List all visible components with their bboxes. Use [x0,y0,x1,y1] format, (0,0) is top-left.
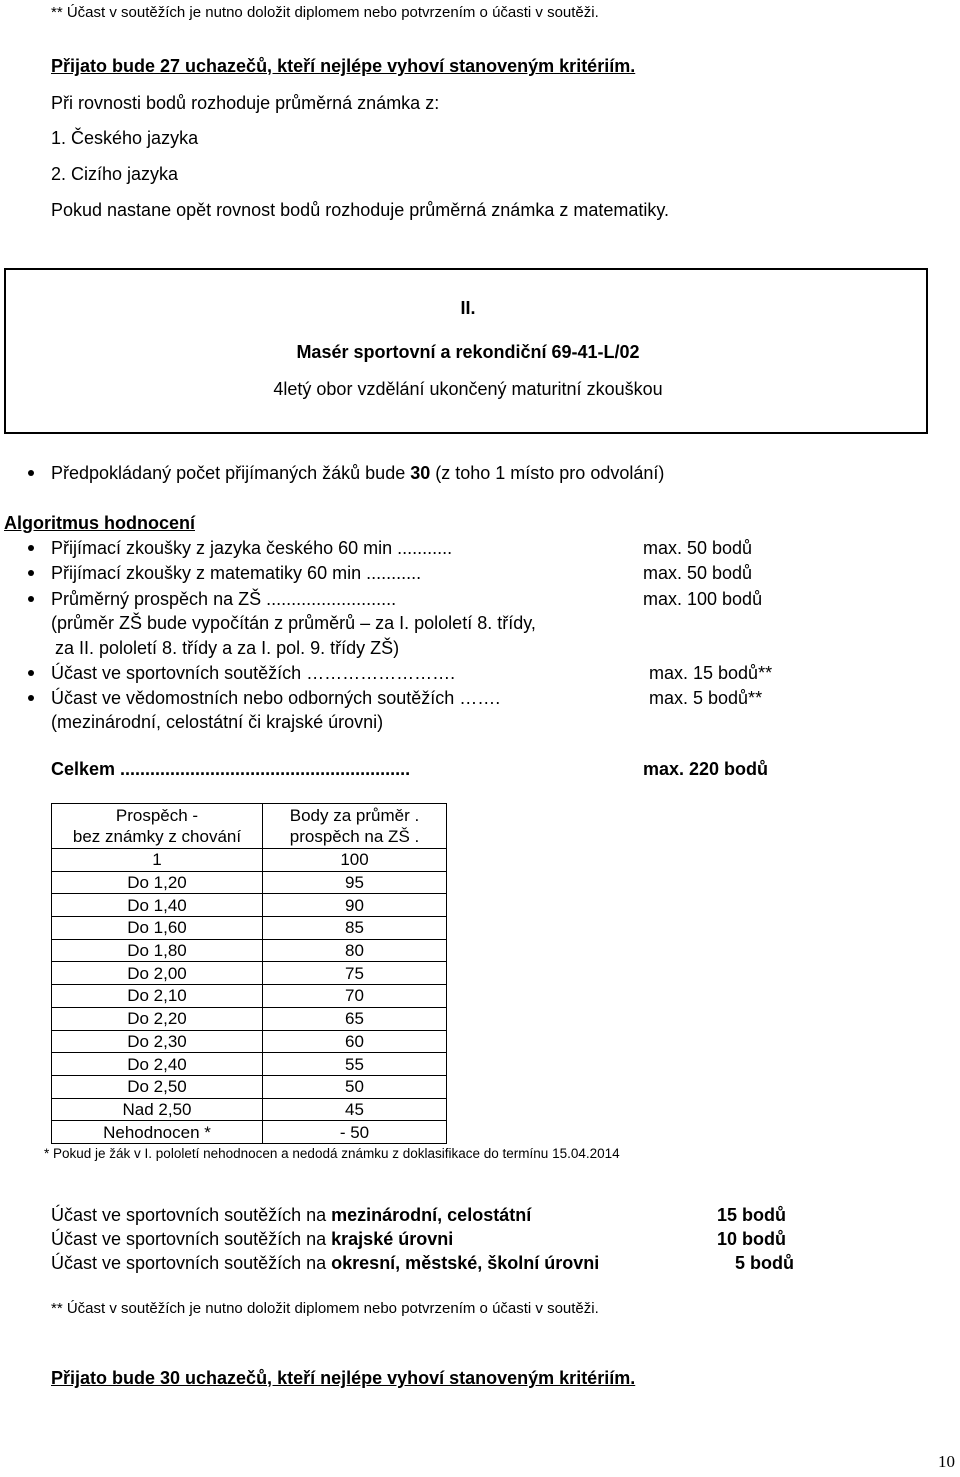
grade-cell: Nehodnocen * [52,1121,263,1144]
points-cell: 95 [263,871,447,894]
competition-level: okresní, městské, školní úrovni [331,1253,600,1273]
grade-cell: Do 1,20 [52,871,263,894]
total-label: Celkem .......................................................... [51,759,411,779]
table-row [52,1030,447,1053]
competition-level: krajské úrovni [331,1229,454,1249]
bullet-icon [28,670,34,676]
grade-cell: Do 1,80 [52,939,263,962]
table-row [52,962,447,985]
criterion-sports-value: max. 15 bodů** [649,663,773,683]
grade-points-table [51,803,447,1144]
points-cell: 50 [263,1075,447,1098]
grade-cell: Do 1,60 [52,917,263,940]
header-grade-line-2: bez známky z chování [72,827,242,846]
criterion-sports-label: Účast ve sportovních soutěžích ……………………. [51,663,456,683]
competition-note-top: ** Účast v soutěžích je nutno doložit diplomem nebo potvrzením o účasti v soutěži. [51,4,599,21]
competition-row [51,1253,599,1274]
tie-rule-math: Pokud nastane opět rovnost bodů rozhoduje průměrná známka z matematiky. [51,200,670,220]
competition-text: Účast ve sportovních soutěžích na [51,1205,332,1225]
competition-level: mezinárodní, celostátní [331,1205,532,1225]
criterion-knowledge-label: Účast ve vědomostních nebo odborných soutěžích ……. [51,688,501,708]
competition-points: 5 bodů [735,1253,794,1273]
tie-rule-item-2: 2. Cizího jazyka [51,164,179,184]
points-cell: 70 [263,985,447,1008]
expected-count-text: Předpokládaný počet přijímaných žáků bude [51,463,411,483]
grade-cell: Do 2,40 [52,1053,263,1076]
competition-level-note: (mezinárodní, celostátní či krajské úrovni) [51,712,384,732]
header-grade [52,804,263,849]
grade-cell: Do 1,40 [52,894,263,917]
section-number: II. [460,298,476,318]
bullet-icon [28,570,34,576]
grade-cell: Nad 2,50 [52,1098,263,1121]
criterion-math-label: Přijímací zkoušky z matematiky 60 min ........... [51,563,422,583]
total-value: max. 220 bodů [643,759,769,779]
criterion-average-label: Průměrný prospěch na ZŠ .......................... [51,589,397,609]
table-row [52,1075,447,1098]
grade-cell: Do 2,10 [52,985,263,1008]
grade-cell: Do 2,20 [52,1007,263,1030]
competition-points: 15 bodů [717,1205,787,1225]
table-row [52,1053,447,1076]
algorithm-title: Algoritmus hodnocení [4,513,195,533]
bullet-icon [28,545,34,551]
competition-row [51,1205,531,1226]
criterion-knowledge-value: max. 5 bodů** [649,688,763,708]
table-row [52,1098,447,1121]
points-cell: 80 [263,939,447,962]
points-cell: 85 [263,917,447,940]
expected-count-number: 30 [410,463,431,483]
competition-text: Účast ve sportovních soutěžích na [51,1229,332,1249]
table-footnote: * Pokud je žák v I. pololetí nehodnocen a nedodá známku z doklasifikace do termínu 15.04.2014 [44,1146,620,1161]
grade-cell: Do 2,30 [52,1030,263,1053]
average-note-line-2: za II. pololetí 8. třídy a za I. pol. 9. třídy ZŠ) [55,638,400,658]
bullet-icon [28,695,34,701]
field-header-box [4,268,928,434]
header-points-line-1: Body za průměr . [289,806,420,825]
points-cell: - 50 [263,1121,447,1144]
competition-row [51,1229,453,1250]
table-row [52,849,447,872]
accepted-count-bottom: Přijato bude 30 uchazečů, kteří nejlépe vyhoví stanoveným kritériím. [51,1368,636,1388]
page-number: 10 [938,1452,955,1471]
table-row [52,985,447,1008]
points-cell: 75 [263,962,447,985]
points-cell: 90 [263,894,447,917]
average-note-line-1: (průměr ZŠ bude vypočítán z průměrů – za I. pololetí 8. třídy, [51,613,536,633]
tie-rule-item-1: 1. Českého jazyka [51,128,199,148]
expected-count [51,463,664,484]
criterion-czech-value: max. 50 bodů [643,538,753,558]
table-row [52,894,447,917]
grade-cell: Do 2,00 [52,962,263,985]
expected-count-note: (z toho 1 místo pro odvolání) [430,463,665,483]
criterion-czech-label: Přijímací zkoušky z jazyka českého 60 min ........... [51,538,453,558]
competition-note-bottom: ** Účast v soutěžích je nutno doložit diplomem nebo potvrzením o účasti v soutěži. [51,1300,599,1317]
table-row [52,1121,447,1144]
table-header-row [52,804,447,849]
points-cell: 65 [263,1007,447,1030]
grade-cell: 1 [52,849,263,872]
field-title: Masér sportovní a rekondiční 69-41-L/02 [296,342,640,362]
points-cell: 60 [263,1030,447,1053]
points-cell: 100 [263,849,447,872]
accepted-count-top: Přijato bude 27 uchazečů, kteří nejlépe vyhoví stanoveným kritériím. [51,56,636,76]
header-points [263,804,447,849]
table-row [52,871,447,894]
table-row [52,917,447,940]
criterion-math-value: max. 50 bodů [643,563,753,583]
competition-text: Účast ve sportovních soutěžích na [51,1253,332,1273]
grade-cell: Do 2,50 [52,1075,263,1098]
points-cell: 55 [263,1053,447,1076]
points-cell: 45 [263,1098,447,1121]
bullet-icon [28,596,34,602]
header-grade-line-1: Prospěch - [115,806,199,825]
table-row [52,1007,447,1030]
bullet-icon [28,470,34,476]
table-row [52,939,447,962]
field-description: 4letý obor vzdělání ukončený maturitní zkouškou [273,379,663,399]
header-points-line-2: prospěch na ZŠ . [289,827,420,846]
tie-rule: Při rovnosti bodů rozhoduje průměrná známka z: [51,93,440,113]
competition-points: 10 bodů [717,1229,787,1249]
criterion-average-value: max. 100 bodů [643,589,763,609]
